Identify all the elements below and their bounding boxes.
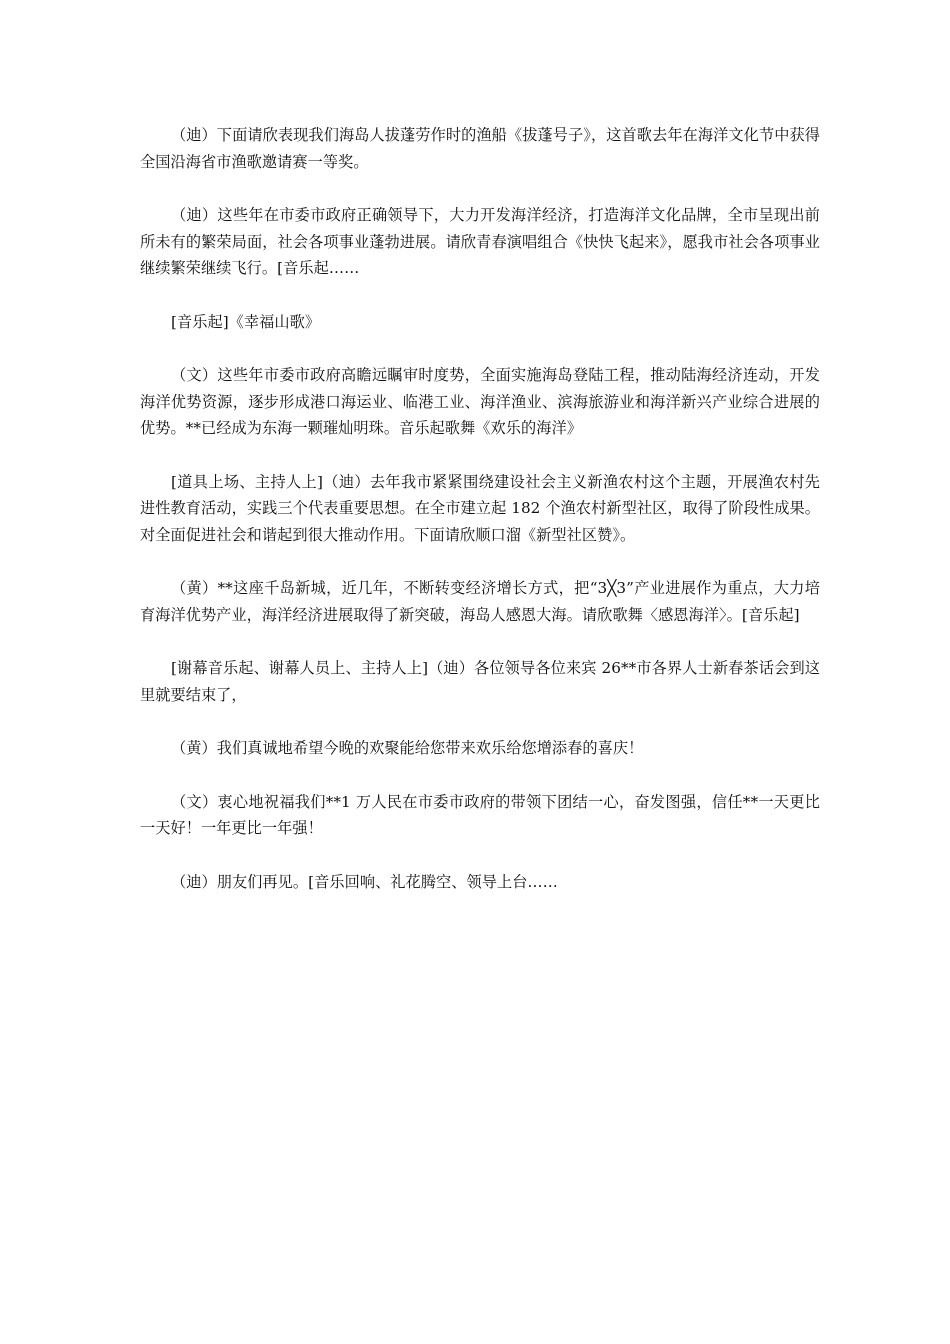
paragraph-5: [道具上场、主持人上]（迪）去年我市紧紧围绕建设社会主义新渔农村这个主题，开展渔农村先进性教育活动，实践三个代表重要思想。在全市建立起 182 个渔农村新型社区，取得了阶段性成果。对全面促进社会和谐起到很大推动作用。下面请欣顺口溜《新型社区赞》。 xyxy=(140,472,820,544)
paragraph-2: （迪）这些年在市委市政府正确领导下，大力开发海洋经济，打造海洋文化品牌，全市呈现出前所未有的繁荣局面，社会各项事业蓬勃进展。请欣青春演唱组合《快快飞起来》，愿我市社会各项事业继续繁荣继续飞行。[音乐起…… xyxy=(140,206,820,277)
paragraph-3: [音乐起]《幸福山歌》 xyxy=(171,312,321,331)
paragraph-1: （迪）下面请欣表现我们海岛人拔蓬劳作时的渔船《拔蓬号子》，这首歌去年在海洋文化节中获得全国沿海省市渔歌邀请赛一等奖。 xyxy=(140,126,820,171)
paragraph-8: （黄）我们真诚地希望今晚的欢聚能给您带来欢乐给您增添春的喜庆！ xyxy=(171,739,644,757)
paragraph-9: （文）衷心地祝福我们**1 万人民在市委市政府的带领下团结一心，奋发图强，信任**一天更比一天好！一年更比一年强！ xyxy=(140,792,820,837)
paragraph-7: [谢幕音乐起、谢幕人员上、主持人上]（迪）各位领导各位来宾 26**市各界人士新春茶话会到这里就要结束了， xyxy=(140,659,820,704)
paragraph-4: （文）这些年市委市政府高瞻远瞩审时度势，全面实施海岛登陆工程，推动陆海经济连动，开发海洋优势资源，逐步形成港口海运业、临港工业、海洋渔业、滨海旅游业和海洋新兴产业综合进展的优势。**已经成为东海一颗璀灿明珠。音乐起歌舞《欢乐的海洋》 xyxy=(140,366,820,437)
paragraph-6: （黄）**这座千岛新城，近几年，不断转变经济增长方式，把“3╳3”产业进展作为重点，大力培育海洋优势产业，海洋经济进展取得了新突破，海岛人感恩大海。请欣歌舞〈感恩海洋〉。[音乐起] xyxy=(140,579,820,624)
paragraph-10: （迪）朋友们再见。[音乐回响、礼花腾空、领导上台…… xyxy=(171,872,558,891)
document-body xyxy=(140,122,820,922)
